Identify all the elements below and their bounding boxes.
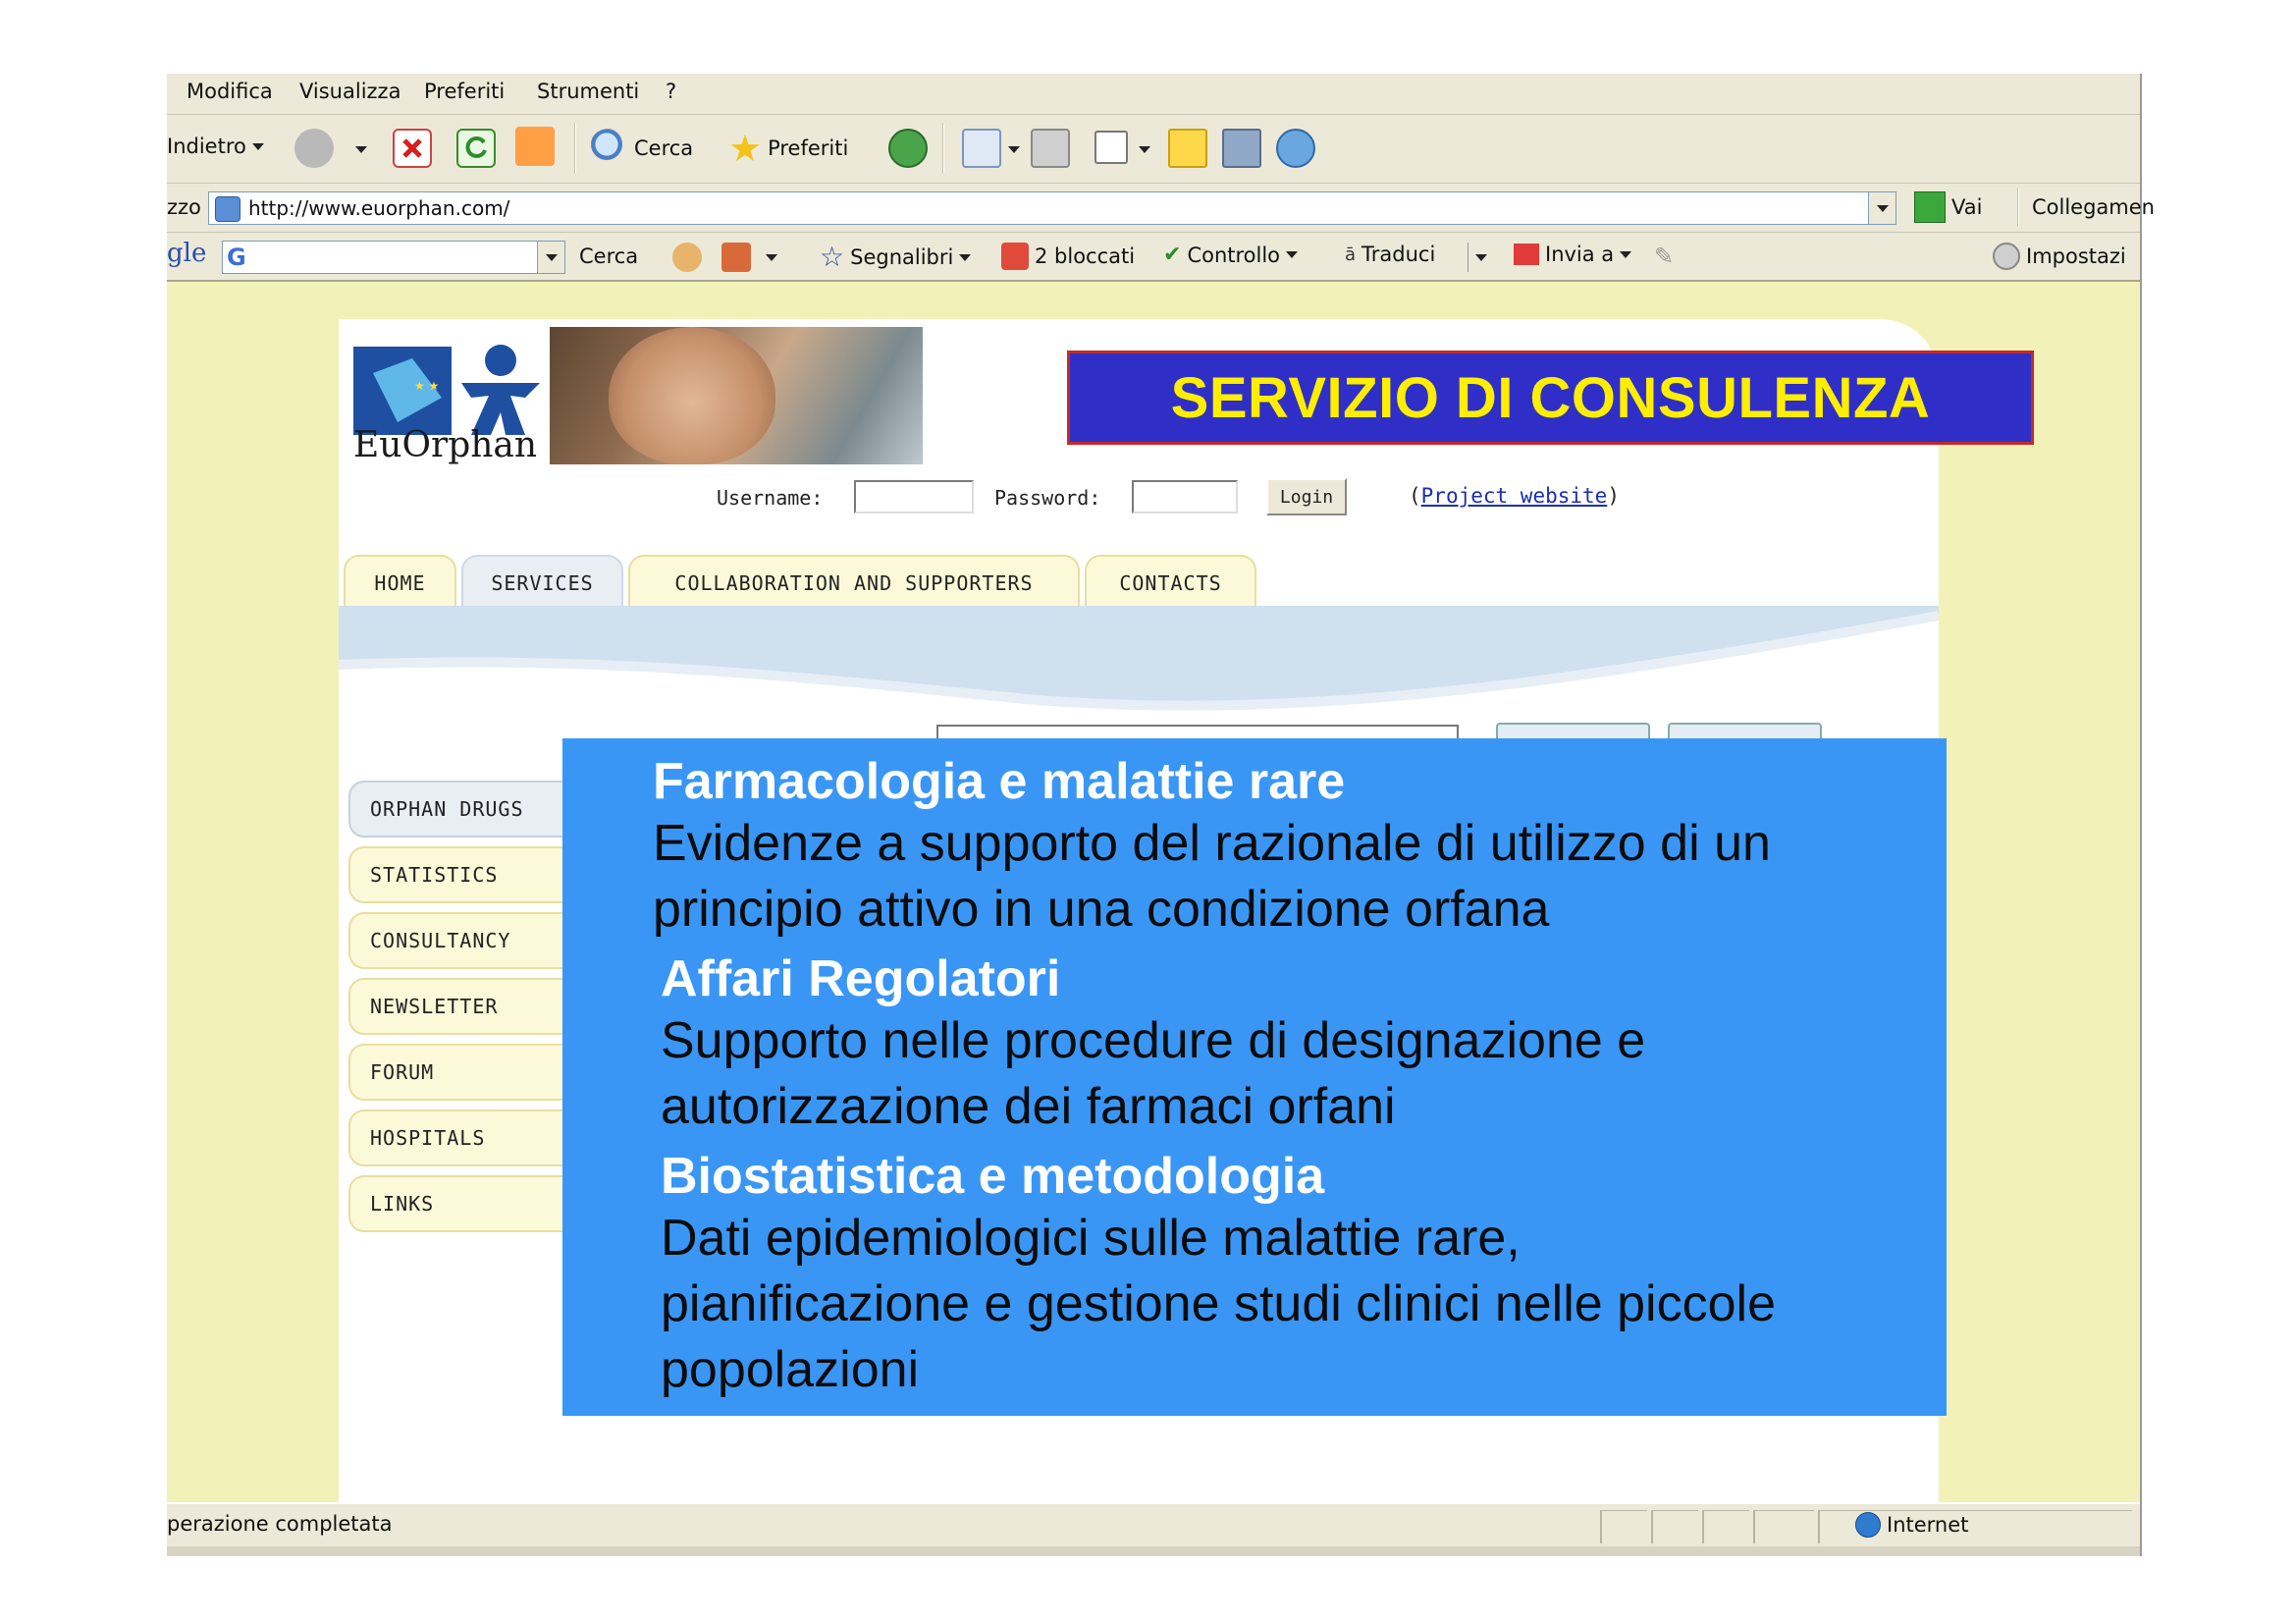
menu-modifica[interactable]: Modifica: [187, 80, 273, 103]
menu-help[interactable]: ?: [666, 80, 677, 103]
settings-label: Impostazi: [2026, 244, 2126, 268]
messenger-icon[interactable]: [1276, 129, 1315, 168]
header-wave: [339, 606, 1939, 724]
send-to-button[interactable]: [1514, 243, 1631, 266]
search-button[interactable]: [589, 129, 693, 168]
sidebar-item-links[interactable]: LINKS: [348, 1175, 584, 1232]
star-icon: ★: [728, 127, 763, 170]
text-regulatory-1: Supporto nelle procedure di designazione e: [661, 1012, 1646, 1069]
forward-dropdown-icon[interactable]: [355, 146, 367, 153]
mail-dropdown-icon[interactable]: [1008, 146, 1020, 153]
go-button[interactable]: [1914, 191, 1982, 223]
globe-icon: [1855, 1512, 1881, 1538]
sidebar-item-forum[interactable]: FORUM: [348, 1044, 584, 1101]
sidebar-item-consultancy[interactable]: CONSULTANCY: [348, 912, 584, 969]
tab-collaboration[interactable]: COLLABORATION AND SUPPORTERS: [628, 555, 1080, 610]
heading-biostatistics: Biostatistica e metodologia: [661, 1148, 1325, 1205]
menu-preferiti[interactable]: Preferiti: [424, 80, 506, 103]
standard-toolbar: [167, 115, 2140, 184]
popup-blocker-button[interactable]: [1001, 243, 1135, 270]
text-biostatistics-2: pianificazione e gestione studi clinici nelle piccole: [661, 1275, 1777, 1332]
home-icon[interactable]: [515, 127, 555, 166]
child-photo: [550, 327, 923, 464]
tab-services[interactable]: SERVICES: [461, 555, 623, 610]
svg-text:★ ★: ★ ★: [414, 379, 440, 393]
bookmark-star-icon: ☆: [820, 241, 845, 273]
bookmarks-dropdown-icon: [959, 254, 971, 261]
child-face: [609, 327, 775, 464]
menu-visualizza[interactable]: Visualizza: [299, 80, 401, 103]
print-icon[interactable]: [1031, 129, 1070, 168]
heading-regulatory: Affari Regolatori: [661, 950, 1061, 1007]
back-dropdown-icon: [252, 143, 264, 150]
links-label[interactable]: Collegamen: [2032, 195, 2155, 219]
popup-dropdown-icon[interactable]: [766, 254, 777, 261]
search-label: Cerca: [634, 136, 694, 160]
favorites-button[interactable]: [728, 129, 848, 168]
password-label: Password:: [994, 486, 1101, 510]
url-text: http://www.euorphan.com/: [248, 196, 510, 220]
tab-home[interactable]: HOME: [344, 555, 456, 610]
logo-text: EuOrphan: [353, 425, 538, 465]
heading-pharmacology: Farmacologia e malattie rare: [653, 753, 1346, 810]
zone-indicator: [1855, 1512, 1968, 1538]
username-label: Username:: [717, 486, 824, 510]
sidebar-item-hospitals[interactable]: HOSPITALS: [348, 1109, 584, 1166]
refresh-icon[interactable]: [456, 129, 496, 168]
back-button[interactable]: [167, 135, 264, 158]
google-dropdown-icon[interactable]: [537, 242, 564, 273]
tab-contacts[interactable]: CONTACTS: [1085, 555, 1256, 610]
research-icon[interactable]: [1222, 129, 1261, 168]
bookmarks-button[interactable]: [820, 243, 971, 272]
translate-label: Traduci: [1362, 243, 1436, 266]
spellcheck-icon: ✔: [1163, 243, 1182, 267]
google-toolbar: [167, 233, 2140, 282]
project-website: (Project website): [1409, 484, 1620, 508]
check-label: Controllo: [1187, 243, 1281, 267]
text-biostatistics-1: Dati epidemiologici sulle malattie rare,: [661, 1210, 1521, 1267]
login-button[interactable]: Login: [1266, 478, 1347, 515]
send-label: Invia a: [1545, 243, 1615, 266]
google-search-button[interactable]: Cerca: [579, 244, 639, 268]
address-label: zzo: [167, 195, 201, 219]
settings-button[interactable]: [1993, 243, 2126, 270]
google-brand: gle: [167, 239, 207, 268]
status-text: perazione completata: [167, 1512, 393, 1536]
menu-strumenti[interactable]: Strumenti: [537, 80, 640, 103]
address-bar: [167, 184, 2155, 233]
highlight-icon[interactable]: ✎: [1654, 243, 1675, 270]
stop-icon[interactable]: [393, 129, 432, 168]
search-icon: [589, 129, 628, 168]
notes-icon[interactable]: [1168, 129, 1207, 168]
go-label: Vai: [1951, 195, 1983, 219]
go-arrow-icon: [1914, 191, 1946, 223]
menu-bar: [167, 74, 2140, 115]
privacy-icon[interactable]: [1753, 1510, 1814, 1543]
status-bar: [167, 1502, 2140, 1546]
url-dropdown-icon[interactable]: [1868, 192, 1896, 224]
forward-icon[interactable]: [294, 129, 334, 168]
blocker-icon: [1001, 243, 1029, 270]
back-label: Indietro: [167, 135, 246, 158]
zone-label: Internet: [1887, 1513, 1969, 1537]
username-field[interactable]: [854, 480, 974, 514]
word-icon[interactable]: [1095, 131, 1128, 164]
consultancy-overlay: [562, 738, 1947, 1416]
send-arrow-icon: [1514, 243, 1539, 265]
project-website-link[interactable]: Project website: [1420, 484, 1608, 508]
consultancy-banner: SERVIZIO DI CONSULENZA: [1067, 351, 2034, 445]
sidebar-item-orphan-drugs[interactable]: ORPHAN DRUGS: [348, 781, 584, 838]
blocked-label: 2 bloccati: [1035, 244, 1136, 268]
text-regulatory-2: autorizzazione dei farmaci orfani: [661, 1078, 1396, 1135]
history-icon[interactable]: [888, 129, 928, 168]
sidebar-item-newsletter[interactable]: NEWSLETTER: [348, 978, 584, 1035]
mail-icon[interactable]: [962, 129, 1001, 168]
translate-dropdown-icon[interactable]: [1468, 243, 1493, 272]
send-dropdown-icon: [1620, 251, 1631, 258]
url-input[interactable]: [208, 191, 1896, 225]
text-pharmacology-1: Evidenze a supporto del razionale di utilizzo di un: [653, 815, 1771, 872]
check-dropdown-icon: [1286, 251, 1298, 258]
google-search-input[interactable]: [222, 241, 565, 274]
settings-icon: [1993, 243, 2020, 270]
favorites-label: Preferiti: [768, 136, 849, 160]
google-g-icon: G: [227, 243, 246, 271]
sidebar-item-statistics[interactable]: STATISTICS: [348, 846, 584, 903]
edit-dropdown-icon[interactable]: [1139, 146, 1150, 153]
spellcheck-button[interactable]: [1163, 243, 1298, 267]
password-field[interactable]: [1132, 480, 1238, 514]
ie-page-icon: [215, 196, 240, 222]
popup-icon[interactable]: [721, 243, 751, 272]
taskbar-edge: [167, 1546, 2140, 1556]
translate-button[interactable]: [1345, 243, 1435, 266]
text-biostatistics-3: popolazioni: [661, 1341, 920, 1398]
text-pharmacology-2: principio attivo in una condizione orfana: [653, 881, 1550, 938]
bookmarks-label: Segnalibri: [850, 245, 954, 269]
translate-icon: ā: [1345, 243, 1357, 265]
news-icon[interactable]: [672, 243, 702, 272]
